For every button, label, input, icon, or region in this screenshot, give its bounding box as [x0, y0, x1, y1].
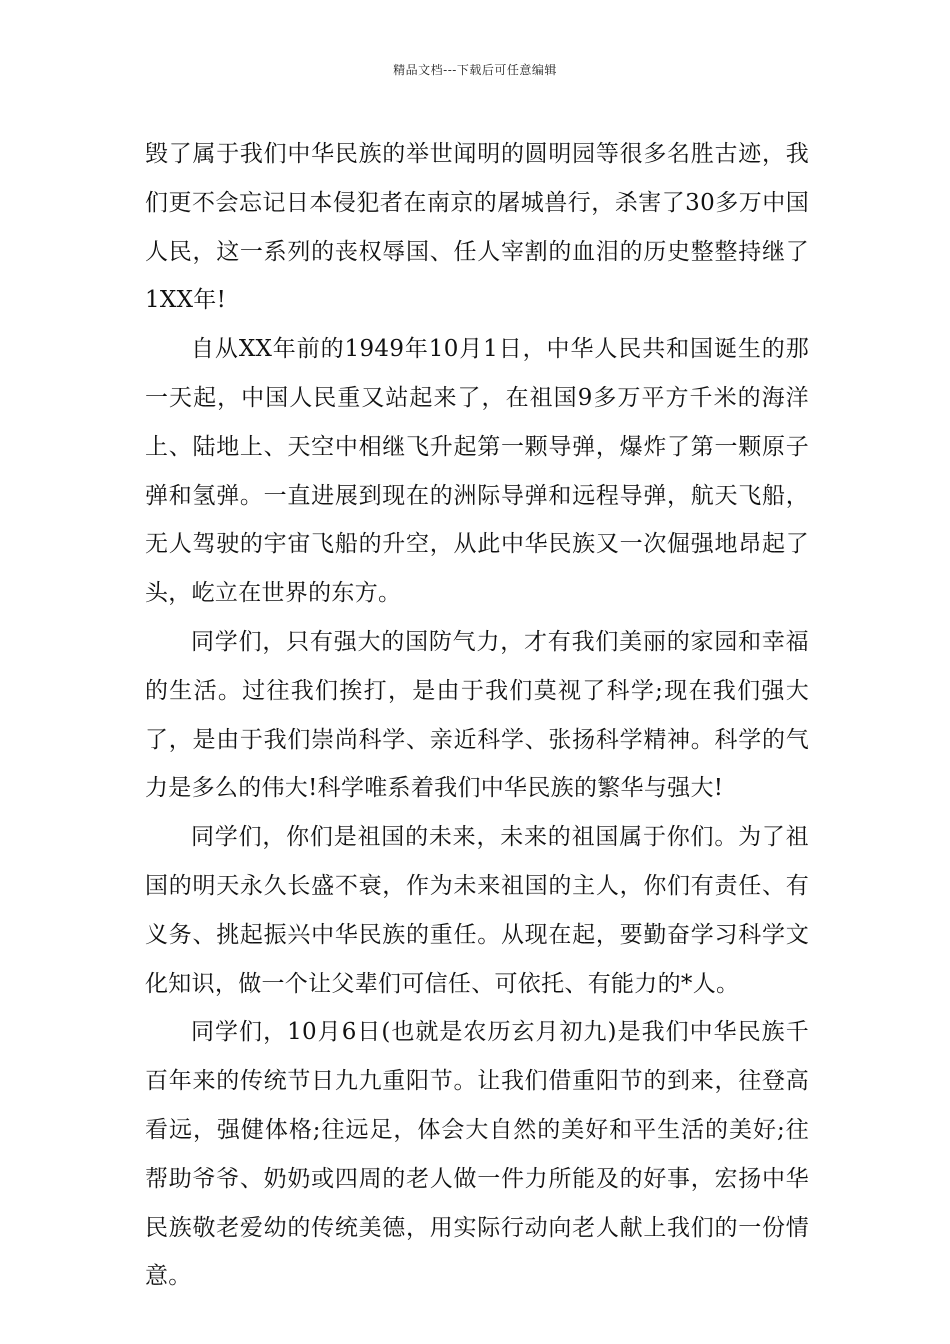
- paragraph: 同学们，只有强大的国防气力，才有我们美丽的家园和幸福的生活。过往我们挨打，是由于我们莫视了科学;现在我们强大了，是由于我们崇尚科学、亲近科学、张扬科学精神。科学的气力是多么的伟大!科学唯系着我们中华民族的繁华与强大!: [145, 628, 809, 802]
- paragraph: 自从XX年前的1949年10月1日，中华人民共和国诞生的那一天起，中国人民重又站起来了，在祖国9多万平方千米的海洋上、陆地上、天空中相继飞升起第一颗导弹，爆炸了第一颗原子弹和氢弹。一直进展到现在的洲际导弹和远程导弹，航天飞船，无人驾驶的宇宙飞船的升空，从此中华民族又一次倔强地昂起了头，屹立在世界的东方。: [145, 336, 809, 607]
- paragraph: 毁了属于我们中华民族的举世闻明的圆明园等很多名胜古迹，我们更不会忘记日本侵犯者在南京的屠城兽行，杀害了30多万中国人民，这一系列的丧权辱国、任人宰割的血泪的历史整整持继了1XX年!: [145, 141, 809, 314]
- page-header: 精品文档---下载后可任意编辑: [393, 63, 557, 77]
- document-body: [145, 130, 809, 1301]
- paragraph: 同学们，你们是祖国的未来，未来的祖国属于你们。为了祖国的明天永久长盛不衰，作为未来祖国的主人，你们有责任、有义务、挑起振兴中华民族的重任。从现在起，要勤奋学习科学文化知识，做一个让父辈们可信任、可依托、有能力的*人。: [145, 824, 809, 997]
- paragraph: 同学们，10月6日(也就是农历玄月初九)是我们中华民族千百年来的传统节日九九重阳节。让我们借重阳节的到来，往登高看远，强健体格;往远足，体会大自然的美好和平生活的美好;往帮助爷爷、奶奶或四周的老人做一件力所能及的好事，宏扬中华民族敬老爱幼的传统美德，用实际行动向老人献上我们的一份情意。: [145, 1019, 809, 1290]
